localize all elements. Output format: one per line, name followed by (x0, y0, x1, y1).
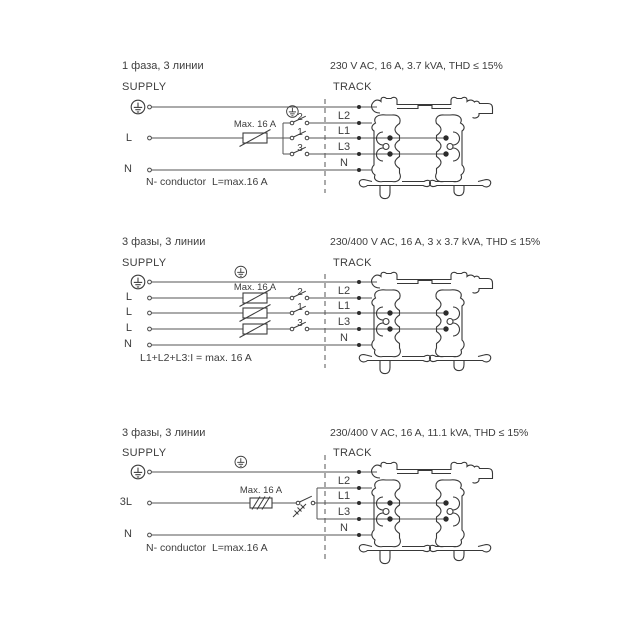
diagram3-track-label: TRACK (333, 447, 372, 459)
fuse-symbol (240, 321, 271, 338)
supply-earth-symbol (131, 275, 145, 289)
diagram1-supply-label: SUPPLY (122, 81, 167, 93)
neutral-terminal (148, 533, 152, 537)
track-cross-section (357, 97, 493, 198)
diagram1-switch-number-1: 1 (297, 127, 303, 138)
track-cross-section (357, 462, 493, 563)
neutral-terminal (148, 168, 152, 172)
earth-terminal (148, 470, 152, 474)
three-pole-marker (293, 504, 306, 517)
diagram1-track-label: TRACK (333, 81, 372, 93)
neutral-terminal (148, 343, 152, 347)
track-earth-symbol (235, 266, 247, 278)
diagram2-fuse-rating: Max. 16 A (233, 282, 277, 293)
diagram3-specs: 230/400 V AC, 16 A, 11.1 kVA, THD ≤ 15% (330, 427, 529, 439)
diagram3-neutral-N: N (124, 528, 132, 540)
phase-terminal (148, 296, 152, 300)
three-pole-switch (296, 496, 315, 505)
supply-earth-symbol (131, 100, 145, 114)
earth-terminal (148, 280, 152, 284)
diagram2-note: L1+L2+L3:I = max. 16 A (140, 352, 252, 364)
diagram1-fuse-rating: Max. 16 A (233, 119, 277, 130)
triple-fuse-symbol (250, 497, 272, 510)
fuse-symbol (240, 130, 271, 147)
diagram2-conductor-L1: L1 (337, 300, 351, 312)
diagram1-note: N- conductor L=max.16 A (146, 176, 268, 188)
diagram3-conductor-L1: L1 (337, 490, 351, 502)
diagram3-phase-3L: 3L (119, 496, 132, 508)
phase-terminal (148, 311, 152, 315)
diagram2-phase-L2: L (125, 306, 132, 318)
diagram3-note: N- conductor L=max.16 A (146, 542, 268, 554)
diagram3-title: 3 фазы, 3 линии (122, 427, 206, 439)
diagram2-phase-L1: L (125, 291, 132, 303)
phase-terminal (148, 136, 152, 140)
diagram2-conductor-N: N (340, 332, 348, 344)
diagram2-conductor-L3: L3 (337, 316, 351, 328)
phase-terminal (148, 501, 152, 505)
diagram3-fuse-rating: Max. 16 A (239, 485, 283, 496)
phase-terminal (148, 327, 152, 331)
diagram2-track-label: TRACK (333, 257, 372, 269)
diagram1-neutral-N: N (124, 163, 132, 175)
diagram2-neutral-N: N (124, 338, 132, 350)
diagram1-conductor-L1: L1 (337, 125, 351, 137)
diagram1-switch-number-2: 2 (297, 112, 303, 123)
diagram1-specs: 230 V AC, 16 A, 3.7 kVA, THD ≤ 15% (330, 60, 503, 72)
diagram3-supply-label: SUPPLY (122, 447, 167, 459)
diagram1-conductor-L2: L2 (337, 110, 351, 122)
diagram2-supply-label: SUPPLY (122, 257, 167, 269)
diagram1-title: 1 фаза, 3 линии (122, 60, 204, 72)
diagram3-conductor-N: N (340, 522, 348, 534)
supply-earth-symbol (131, 465, 145, 479)
diagram1-phase-L: L (125, 132, 132, 144)
diagram1-conductor-N: N (340, 157, 348, 169)
diagram2-title: 3 фазы, 3 линии (122, 236, 206, 248)
diagram2-switch-number-1: 1 (297, 302, 303, 313)
diagram1-conductor-L3: L3 (337, 141, 351, 153)
fuse-symbol (240, 305, 271, 322)
diagram1-switch-number-3: 3 (297, 143, 303, 154)
earth-terminal (148, 105, 152, 109)
diagram3-conductor-L3: L3 (337, 506, 351, 518)
diagram3-conductor-L2: L2 (337, 475, 351, 487)
diagram2-switch-number-2: 2 (297, 287, 303, 298)
diagram2-specs: 230/400 V AC, 16 A, 3 x 3.7 kVA, THD ≤ 15% (330, 236, 541, 248)
diagram2-phase-L3: L (125, 322, 132, 334)
track-earth-symbol (235, 456, 247, 468)
diagram2-conductor-L2: L2 (337, 285, 351, 297)
diagram2-switch-number-3: 3 (297, 318, 303, 329)
track-cross-section (357, 272, 493, 373)
